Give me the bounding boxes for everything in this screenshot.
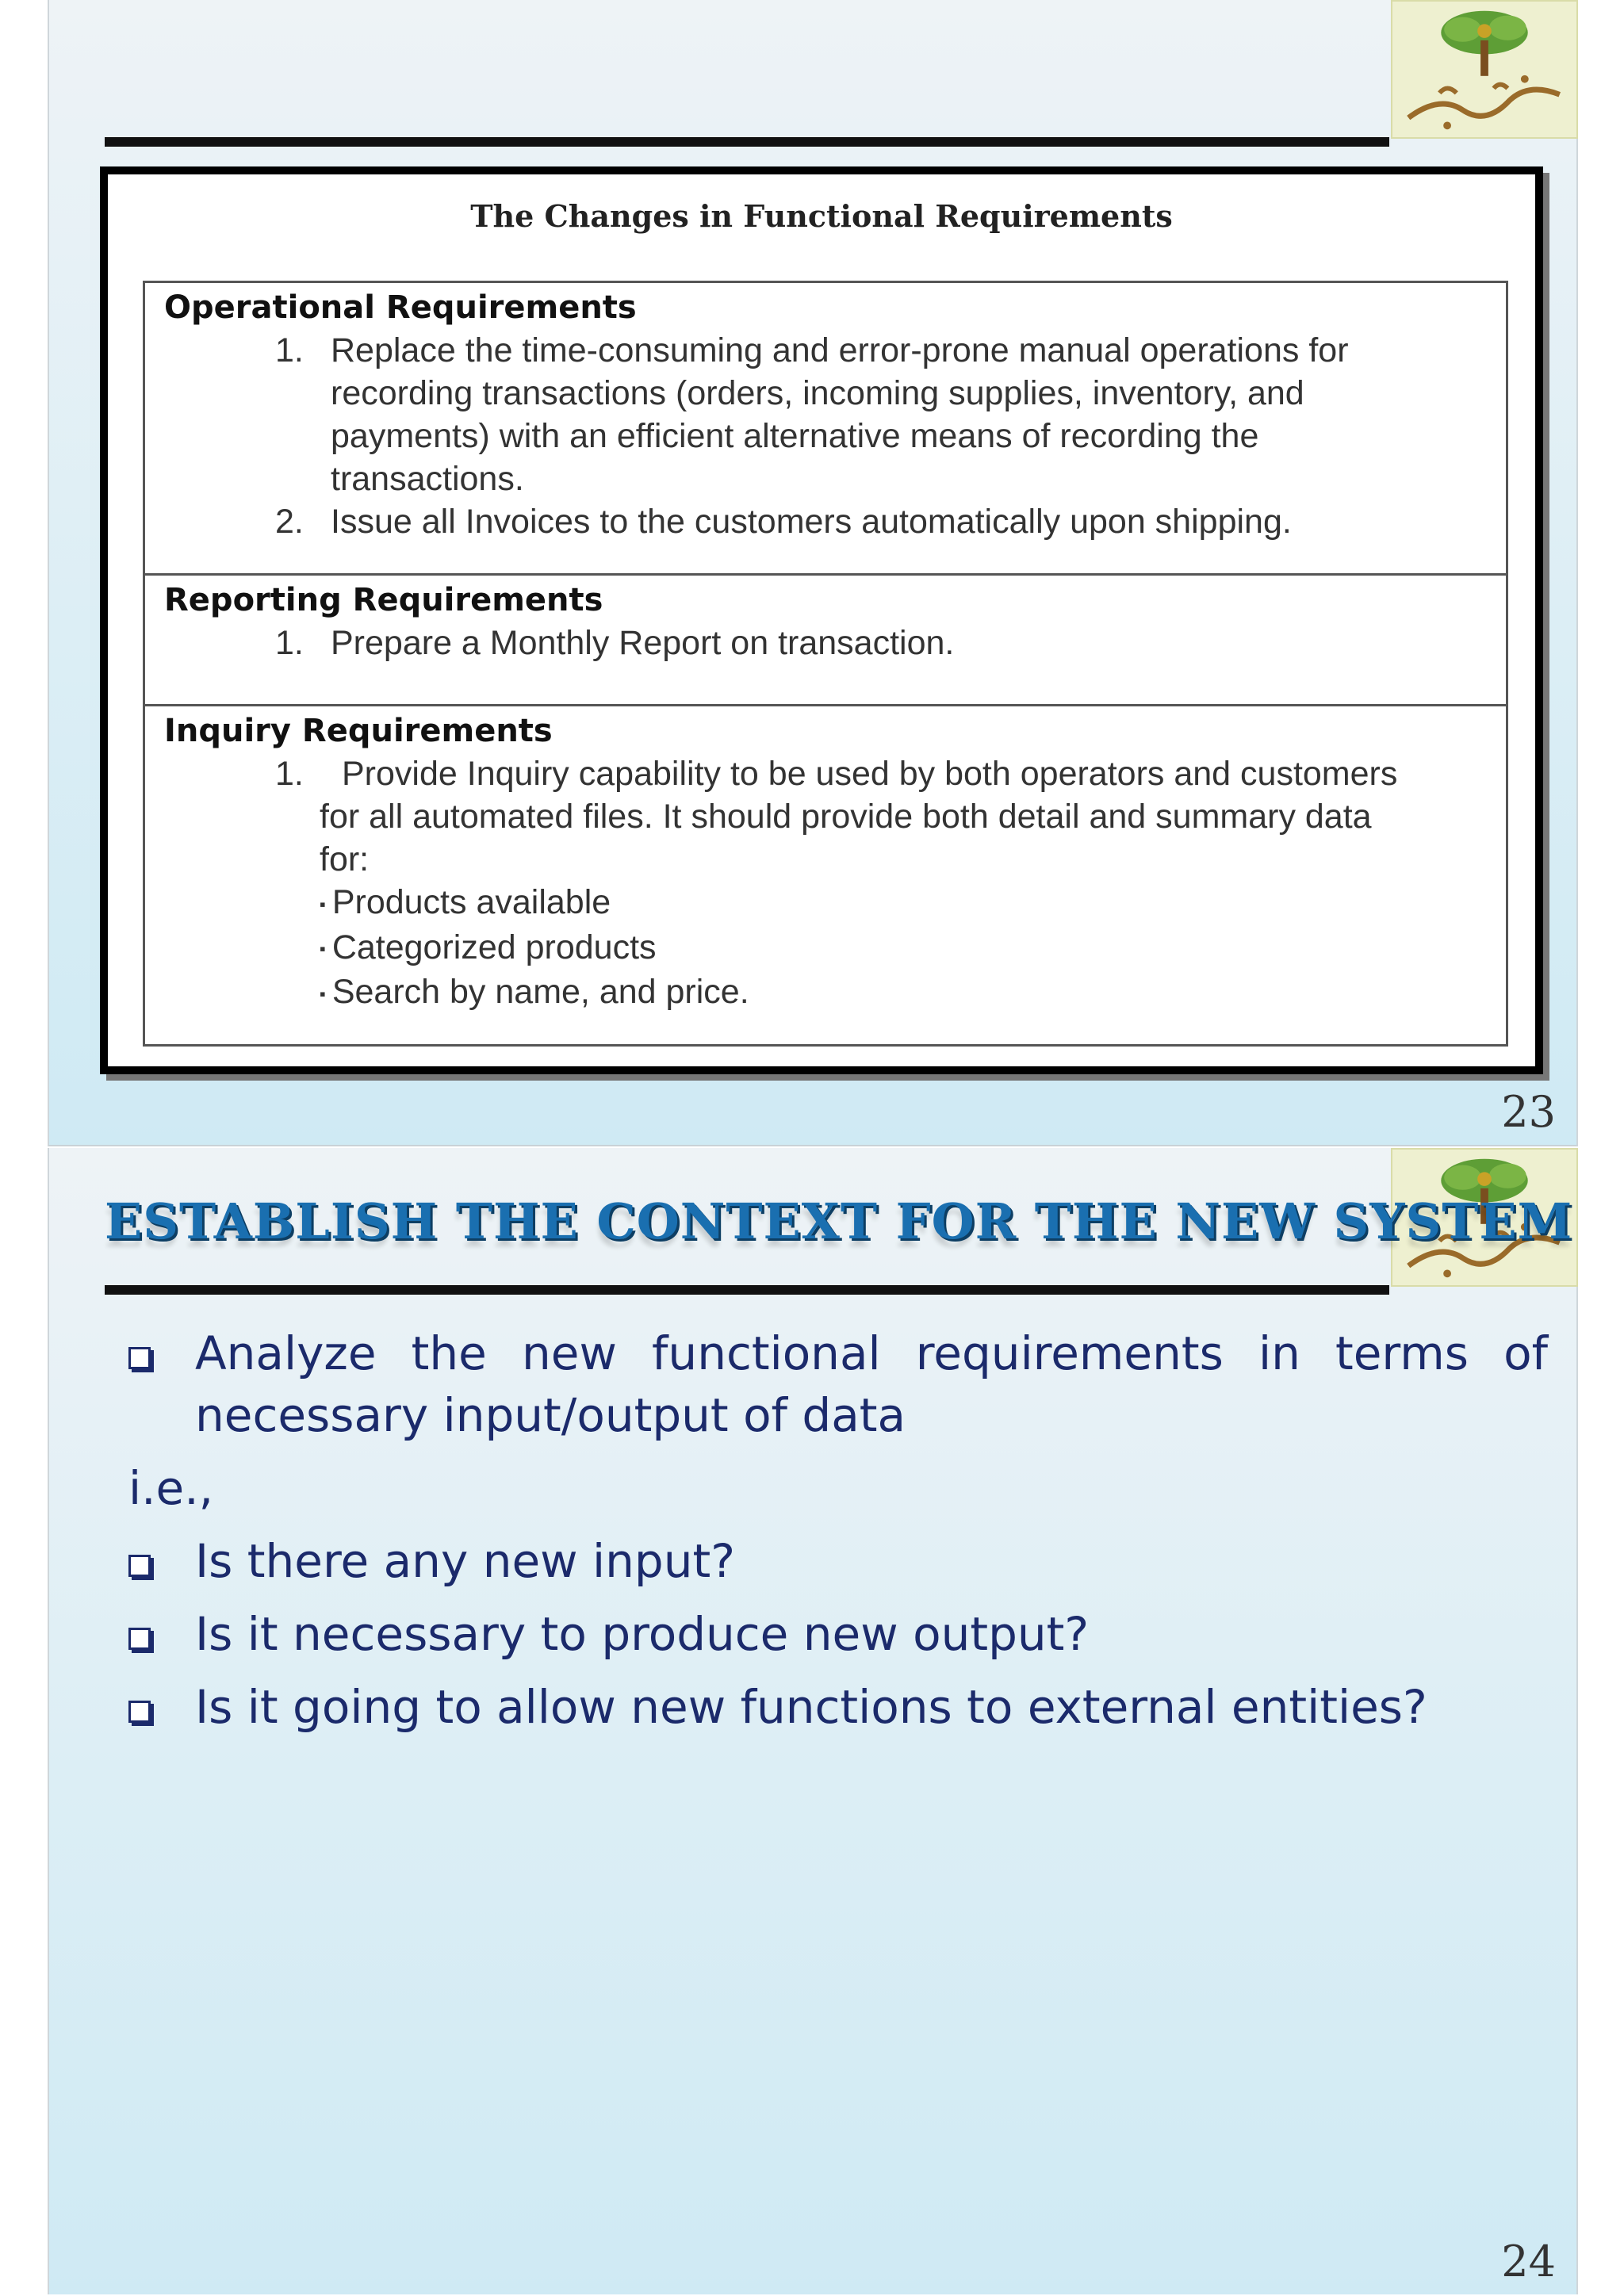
title-rule — [105, 137, 1389, 147]
slide-number: 23 — [1501, 1087, 1556, 1137]
list-item: ▪ Products available — [320, 881, 1487, 926]
ie-text: i.e., — [128, 1461, 214, 1515]
bullet-text: Analyze the new functional requirements in terms of necessary input/output of data — [195, 1326, 1548, 1442]
list-item — [128, 1603, 1548, 1665]
requirements-figure — [100, 166, 1543, 1074]
list-item — [164, 500, 1487, 543]
section-heading: Operational Requirements — [164, 289, 637, 326]
item-line: transactions. — [331, 460, 524, 498]
item-number: 1. — [275, 331, 304, 369]
list-item: ▪ Categorized products — [320, 926, 1487, 971]
item-line: Provide Inquiry capability to be used by both operators and customers — [342, 755, 1398, 793]
slide-content — [128, 1322, 1548, 1749]
inquiry-bullets — [164, 881, 1487, 1016]
slide-number: 24 — [1501, 2237, 1556, 2286]
item-number: 1. — [275, 624, 304, 662]
slide-24 — [48, 1148, 1578, 2294]
table-title: The Changes in Functional Requirements — [470, 198, 1173, 234]
bullet-text: Is there any new input? — [195, 1534, 735, 1588]
bullet-text: Is it necessary to produce new output? — [195, 1607, 1090, 1661]
operational-section — [145, 283, 1506, 573]
list-item: ▪ Search by name, and price. — [320, 970, 1487, 1016]
item-number: 2. — [275, 503, 304, 541]
list-item — [164, 329, 1487, 500]
checkbox-bullet-icon — [128, 1555, 151, 1577]
bullet-text: Is it going to allow new functions to external entities? — [195, 1680, 1427, 1734]
section-heading: Reporting Requirements — [164, 582, 603, 618]
list-item — [128, 1322, 1548, 1446]
reporting-section — [145, 573, 1506, 704]
requirements-table — [143, 281, 1508, 1047]
item-line: for all automated files. It should provide both detail and summary data — [320, 798, 1372, 836]
item-line: for: — [320, 840, 370, 878]
item-line: Replace the time-consuming and error-prone manual operations for — [331, 331, 1349, 369]
list-item — [128, 1530, 1548, 1592]
title-rule — [105, 1285, 1389, 1295]
list-item — [128, 1676, 1548, 1738]
inquiry-section — [145, 704, 1506, 1044]
slide-23 — [48, 0, 1578, 1146]
tree-logo-icon — [1391, 0, 1578, 139]
item-line: payments) with an efficient alternative means of recording the — [331, 417, 1259, 455]
slide-title: ESTABLISH THE CONTEXT FOR THE NEW SYSTEM — [105, 1192, 1573, 1250]
checkbox-bullet-icon — [128, 1628, 151, 1650]
checkbox-bullet-icon — [128, 1701, 151, 1723]
list-item — [164, 752, 1487, 881]
item-line: Prepare a Monthly Report on transaction. — [331, 624, 955, 662]
checkbox-bullet-icon — [128, 1347, 151, 1369]
item-line: recording transactions (orders, incoming supplies, inventory, and — [331, 374, 1304, 412]
item-number: 1. — [275, 755, 304, 793]
section-heading: Inquiry Requirements — [164, 713, 553, 749]
list-item — [164, 622, 1487, 664]
item-line: Issue all Invoices to the customers automatically upon shipping. — [331, 503, 1292, 541]
